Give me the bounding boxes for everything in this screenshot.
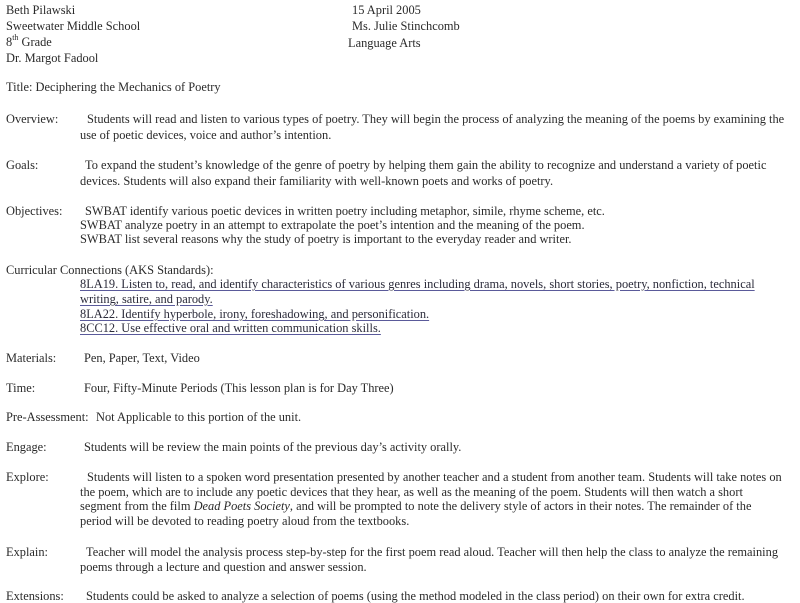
explore-text-line: period will be devoted to reading poetry aloud from the textbooks.: [80, 514, 410, 528]
engage-text: Students will be review the main points of the previous day’s activity orally.: [84, 440, 462, 454]
goals-label: Goals:: [6, 158, 39, 172]
standard-link-8la19-cont[interactable]: writing, satire, and parody.: [80, 292, 213, 306]
materials-label: Materials:: [6, 351, 57, 365]
overview-text-line: Students will read and listen to various types of poetry. They will begin the process of analyzing the meaning of the poems by examining the: [87, 112, 785, 126]
date: 15 April 2005: [352, 3, 421, 17]
standard-link-8cc12[interactable]: 8CC12. Use effective oral and written communication skills.: [80, 321, 381, 335]
author-name: Beth Pilawski: [6, 3, 76, 17]
curricular-label: Curricular Connections (AKS Standards):: [6, 263, 214, 277]
engage-label: Engage:: [6, 440, 47, 454]
overview-label: Overview:: [6, 112, 59, 126]
grade-word: Grade: [18, 35, 52, 49]
preassessment-text: Not Applicable to this portion of the unit.: [96, 410, 302, 424]
grade-number: 8: [6, 35, 13, 49]
extensions-label: Extensions:: [6, 589, 64, 603]
school-name: Sweetwater Middle School: [6, 19, 141, 33]
objective-item: SWBAT identify various poetic devices in written poetry including metaphor, simile, rhyme scheme, etc.: [85, 204, 605, 218]
preassessment-label: Pre-Assessment:: [6, 410, 89, 424]
explain-text-line: poems through a lecture and question and answer session.: [80, 560, 367, 574]
goals-text-line: devices. Students will also expand their familiarity with well-known poets and works of poetry.: [80, 174, 554, 188]
grade-suffix: th: [12, 32, 19, 42]
goals-text-line: To expand the student’s knowledge of the genre of poetry by helping them gain the ability to recognize and understand a variety of poetic: [85, 158, 767, 172]
objective-item: SWBAT list several reasons why the study of poetry is important to the everyday reader and writer.: [80, 232, 572, 246]
supervisor-name: Dr. Margot Fadool: [6, 51, 99, 65]
explore-text-line: the poem, which are to include any poetic devices that they hear, as well as the meaning of the poem. Students will then watch a short: [80, 485, 743, 499]
subject: Language Arts: [348, 36, 421, 50]
lesson-title: Title: Deciphering the Mechanics of Poetry: [6, 80, 221, 94]
objective-item: SWBAT analyze poetry in an attempt to extrapolate the poet’s intention and the meaning of the poem.: [80, 218, 585, 232]
explain-label: Explain:: [6, 545, 48, 559]
overview-text-line: use of poetic devices, voice and author’s intention.: [80, 128, 332, 142]
explore-text-pre: segment from the film: [80, 499, 194, 513]
explore-text-line: [80, 499, 751, 513]
explore-text-line: Students will listen to a spoken word presentation presented by another teacher and a student from another team. Students will take notes on: [87, 470, 782, 484]
extensions-text: Students could be asked to analyze a selection of poems (using the method modeled in the class period) on their own for extra credit.: [86, 589, 745, 603]
objectives-label: Objectives:: [6, 204, 63, 218]
explore-text-post: , and will be prompted to note the delivery style of actors in their notes. The remainder of the: [289, 499, 752, 513]
time-text: Four, Fifty-Minute Periods (This lesson plan is for Day Three): [84, 381, 394, 395]
standard-link-8la19[interactable]: 8LA19. Listen to, read, and identify characteristics of various genres including drama, novels, short stories, poetry, nonfiction, technical: [80, 277, 755, 291]
explore-label: Explore:: [6, 470, 49, 484]
film-title: Dead Poets Society: [193, 499, 290, 513]
teacher-name: Ms. Julie Stinchcomb: [352, 19, 460, 33]
materials-text: Pen, Paper, Text, Video: [84, 351, 200, 365]
explain-text-line: Teacher will model the analysis process step-by-step for the first poem read aloud. Teacher will then help the class to analyze the remaining: [86, 545, 779, 559]
time-label: Time:: [6, 381, 36, 395]
standard-link-8la22[interactable]: 8LA22. Identify hyperbole, irony, foreshadowing, and personification.: [80, 307, 430, 321]
grade: [6, 32, 52, 49]
